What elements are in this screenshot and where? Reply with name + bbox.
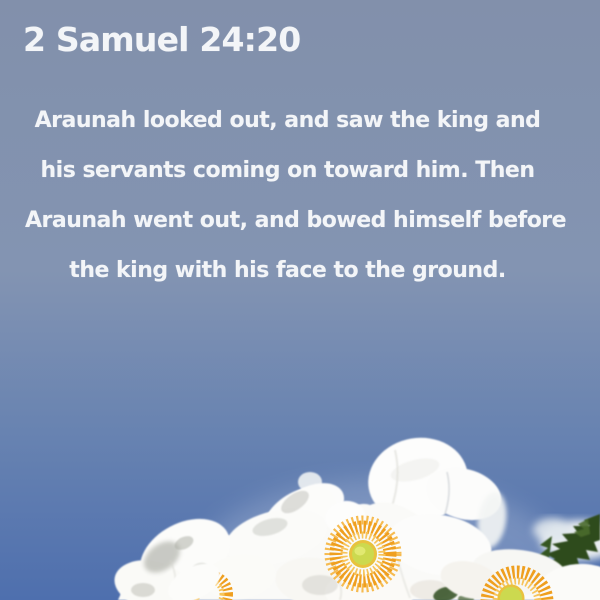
verse-line-1: Araunah looked out, and saw the king and — [34, 108, 541, 133]
verse-line-3: Araunah went out, and bowed himself before — [25, 208, 567, 233]
verse-reference: 2 Samuel 24:20 — [23, 20, 301, 59]
verse-text — [25, 96, 567, 296]
verse-line-2: his servants coming on toward him. Then — [40, 158, 535, 183]
verse-line-4: the king with his face to the ground. — [69, 258, 506, 283]
